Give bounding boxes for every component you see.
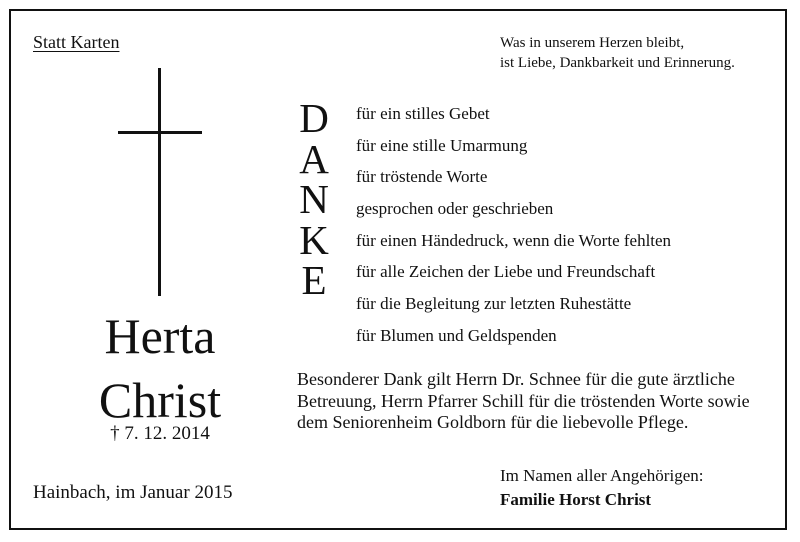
cross-vertical-bar bbox=[158, 68, 161, 296]
special-thanks-line: Besonderer Dank gilt Herrn Dr. Schnee für die gute ärztliche bbox=[297, 369, 735, 389]
signature-family: Familie Horst Christ bbox=[500, 490, 652, 509]
thanks-line: für einen Händedruck, wenn die Worte fehlten bbox=[356, 230, 672, 250]
danke-acrostic bbox=[297, 95, 331, 303]
deceased-name bbox=[60, 304, 260, 432]
last-name: Christ bbox=[98, 372, 222, 428]
thanks-line: für ein stilles Gebet bbox=[356, 104, 490, 123]
special-thanks-line: dem Seniorenheim Goldborn für die liebevolle Pflege. bbox=[297, 412, 689, 432]
signature-intro: Im Namen aller Angehörigen: bbox=[500, 466, 704, 485]
thanks-line: für eine stille Umarmung bbox=[356, 135, 528, 155]
thanks-line: gesprochen oder geschrieben bbox=[356, 199, 554, 219]
signature-block bbox=[500, 464, 703, 512]
statt-karten-label: Statt Karten bbox=[33, 32, 120, 52]
danke-letter: D bbox=[299, 95, 329, 141]
danke-letter: A bbox=[299, 135, 329, 182]
special-thanks-line: Betreuung, Herrn Pfarrer Schill für die tröstenden Worte sowie bbox=[297, 390, 750, 411]
death-date: † 7. 12. 2014 bbox=[110, 423, 210, 444]
thanks-list bbox=[356, 101, 671, 355]
thanks-line: für Blumen und Geldspenden bbox=[356, 325, 557, 345]
special-thanks-paragraph bbox=[297, 369, 750, 434]
thanks-line: für tröstende Worte bbox=[356, 167, 488, 187]
danke-letter: K bbox=[299, 216, 329, 263]
danke-letter: E bbox=[301, 257, 327, 303]
danke-letter: N bbox=[299, 176, 329, 222]
thanks-line: für alle Zeichen der Liebe und Freundschaft bbox=[356, 262, 656, 282]
motto-line: ist Liebe, Dankbarkeit und Erinnerung. bbox=[500, 55, 735, 71]
place-date: Hainbach, im Januar 2015 bbox=[33, 482, 233, 503]
first-name: Herta bbox=[104, 308, 216, 364]
motto-line: Was in unserem Herzen bleibt, bbox=[500, 35, 685, 51]
cross-horizontal-bar bbox=[118, 131, 202, 134]
motto bbox=[500, 33, 780, 73]
thanks-line: für die Begleitung zur letzten Ruhestätte bbox=[356, 294, 632, 314]
